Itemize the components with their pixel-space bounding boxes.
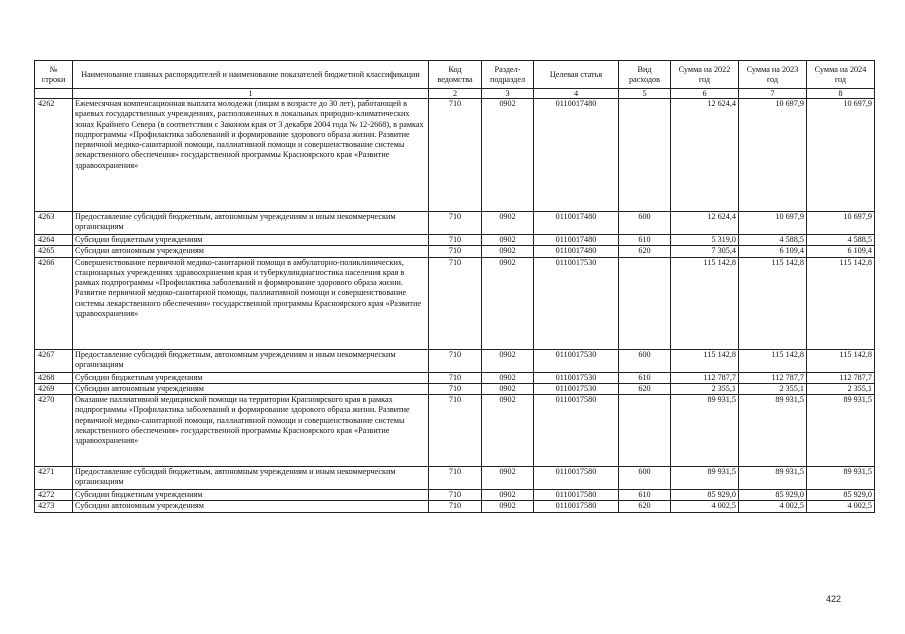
- sum-2023: 89 931,5: [739, 467, 807, 490]
- section-code: 0902: [482, 235, 534, 246]
- row-number: 4272: [35, 490, 73, 501]
- expense-type: 620: [619, 383, 671, 394]
- table-row: [35, 349, 875, 372]
- row-name: Оказание паллиативной медицинской помощи на территории Красноярского края в рамках подпрограммы «Профилактика заболеваний и формирование здорового образа жизни. Развитие первичной медико-санитарной помощи, паллиативной помощи и совершенствование системы лекарственного обеспечения» государственной программы Красноярского края «Развитие здравоохранения»: [73, 395, 429, 467]
- table-row: [35, 372, 875, 383]
- target-item: 0110017480: [534, 212, 619, 235]
- dept-code: 710: [429, 257, 482, 349]
- section-code: 0902: [482, 490, 534, 501]
- target-item: 0110017580: [534, 467, 619, 490]
- dept-code: 710: [429, 349, 482, 372]
- sum-2023: 115 142,8: [739, 349, 807, 372]
- col-header-sum-2022: Сумма на 2022 год: [671, 61, 739, 89]
- row-number: 4268: [35, 372, 73, 383]
- row-number: 4271: [35, 467, 73, 490]
- target-item: 0110017530: [534, 349, 619, 372]
- dept-code: 710: [429, 372, 482, 383]
- sum-2023: 10 697,9: [739, 212, 807, 235]
- target-item: 0110017480: [534, 99, 619, 212]
- col-index: 4: [534, 89, 619, 99]
- target-item: 0110017530: [534, 257, 619, 349]
- section-code: 0902: [482, 467, 534, 490]
- sum-2024: 89 931,5: [807, 467, 875, 490]
- row-name: Ежемесячная компенсационная выплата молодежи (лицам в возрасте до 30 лет), работающей в краевых государственных учреждениях, расположенных в локальных природно-климатических зонах Крайнего Севера (в соответствии с Законом края от 3 декабря 2004 года № 12-2668), в рамках подпрограммы «Профилактика заболеваний и формирование здорового образа жизни. Развитие первичной медико-санитарной помощи, паллиативной помощи и совершенствование системы лекарственного обеспечения» государственной программы Красноярского края «Развитие здравоохранения»: [73, 99, 429, 212]
- budget-table: [34, 60, 875, 513]
- col-index: 7: [739, 89, 807, 99]
- dept-code: 710: [429, 383, 482, 394]
- target-item: 0110017580: [534, 501, 619, 512]
- dept-code: 710: [429, 395, 482, 467]
- table-row: [35, 212, 875, 235]
- row-name: Субсидии автономным учреждениям: [73, 383, 429, 394]
- sum-2023: 10 697,9: [739, 99, 807, 212]
- sum-2023: 112 787,7: [739, 372, 807, 383]
- col-header-target-item: Целевая статья: [534, 61, 619, 89]
- target-item: 0110017480: [534, 246, 619, 257]
- row-number: 4267: [35, 349, 73, 372]
- expense-type: 620: [619, 501, 671, 512]
- sum-2022: 7 305,4: [671, 246, 739, 257]
- sum-2023: 4 002,5: [739, 501, 807, 512]
- sum-2022: 89 931,5: [671, 395, 739, 467]
- expense-type: 600: [619, 212, 671, 235]
- expense-type: 610: [619, 235, 671, 246]
- row-name: Субсидии автономным учреждениям: [73, 501, 429, 512]
- col-index: 5: [619, 89, 671, 99]
- table-row: [35, 246, 875, 257]
- col-header-dept-code: Код ведомства: [429, 61, 482, 89]
- row-name: Субсидии автономным учреждениям: [73, 246, 429, 257]
- row-number: 4273: [35, 501, 73, 512]
- sum-2024: 4 002,5: [807, 501, 875, 512]
- col-index: 1: [73, 89, 429, 99]
- row-name: Предоставление субсидий бюджетным, автономным учреждениям и иным некоммерческим организациям: [73, 467, 429, 490]
- sum-2024: 89 931,5: [807, 395, 875, 467]
- sum-2023: 89 931,5: [739, 395, 807, 467]
- sum-2023: 4 588,5: [739, 235, 807, 246]
- col-index: 6: [671, 89, 739, 99]
- table-row: [35, 383, 875, 394]
- col-index: [35, 89, 73, 99]
- sum-2023: 6 109,4: [739, 246, 807, 257]
- sum-2024: 10 697,9: [807, 99, 875, 212]
- dept-code: 710: [429, 235, 482, 246]
- col-header-name: Наименование главных распорядителей и наименование показателей бюджетной классификации: [73, 61, 429, 89]
- expense-type: 600: [619, 349, 671, 372]
- sum-2024: 85 929,0: [807, 490, 875, 501]
- table-row: [35, 501, 875, 512]
- sum-2024: 4 588,5: [807, 235, 875, 246]
- target-item: 0110017530: [534, 383, 619, 394]
- dept-code: 710: [429, 99, 482, 212]
- expense-type: 620: [619, 246, 671, 257]
- sum-2024: 115 142,8: [807, 257, 875, 349]
- section-code: 0902: [482, 212, 534, 235]
- row-name: Совершенствование первичной медико-санитарной помощи в амбулаторно-поликлинических, стационарных учреждениях здравоохранения края и туберкулиндиагностика населения края в рамках подпрограммы «Профилактика заболеваний и формирование здорового образа жизни. Развитие первичной медико-санитарной помощи, паллиативной помощи и совершенствование системы лекарственного обеспечения» государственной программы Красноярского края «Развитие здравоохранения»: [73, 257, 429, 349]
- sum-2024: 2 355,1: [807, 383, 875, 394]
- section-code: 0902: [482, 395, 534, 467]
- col-header-sum-2023: Сумма на 2023 год: [739, 61, 807, 89]
- target-item: 0110017580: [534, 490, 619, 501]
- col-header-section: Раздел-подраздел: [482, 61, 534, 89]
- sum-2022: 115 142,8: [671, 257, 739, 349]
- row-name: Субсидии бюджетным учреждениям: [73, 235, 429, 246]
- section-code: 0902: [482, 246, 534, 257]
- row-name: Предоставление субсидий бюджетным, автономным учреждениям и иным некоммерческим организациям: [73, 212, 429, 235]
- col-header-row-number: № строки: [35, 61, 73, 89]
- row-number: 4266: [35, 257, 73, 349]
- sum-2024: 6 109,4: [807, 246, 875, 257]
- table-row: [35, 257, 875, 349]
- section-code: 0902: [482, 349, 534, 372]
- expense-type: [619, 99, 671, 212]
- expense-type: 610: [619, 490, 671, 501]
- row-number: 4270: [35, 395, 73, 467]
- row-name: Субсидии бюджетным учреждениям: [73, 490, 429, 501]
- table-row: [35, 99, 875, 212]
- dept-code: 710: [429, 467, 482, 490]
- table-row: [35, 395, 875, 467]
- expense-type: [619, 257, 671, 349]
- sum-2022: 4 002,5: [671, 501, 739, 512]
- dept-code: 710: [429, 501, 482, 512]
- col-index: 8: [807, 89, 875, 99]
- section-code: 0902: [482, 372, 534, 383]
- col-index: 3: [482, 89, 534, 99]
- section-code: 0902: [482, 501, 534, 512]
- table-header-row: [35, 61, 875, 89]
- sum-2022: 5 319,0: [671, 235, 739, 246]
- sum-2022: 12 624,4: [671, 212, 739, 235]
- dept-code: 710: [429, 246, 482, 257]
- target-item: 0110017580: [534, 395, 619, 467]
- sum-2022: 115 142,8: [671, 349, 739, 372]
- row-number: 4263: [35, 212, 73, 235]
- row-number: 4269: [35, 383, 73, 394]
- section-code: 0902: [482, 383, 534, 394]
- target-item: 0110017530: [534, 372, 619, 383]
- sum-2024: 115 142,8: [807, 349, 875, 372]
- sum-2022: 85 929,0: [671, 490, 739, 501]
- sum-2022: 2 355,1: [671, 383, 739, 394]
- table-row: [35, 467, 875, 490]
- col-header-expense-type: Вид расходов: [619, 61, 671, 89]
- row-number: 4262: [35, 99, 73, 212]
- col-index: 2: [429, 89, 482, 99]
- sum-2022: 112 787,7: [671, 372, 739, 383]
- col-header-sum-2024: Сумма на 2024 год: [807, 61, 875, 89]
- page-number: 422: [826, 594, 842, 604]
- sum-2022: 89 931,5: [671, 467, 739, 490]
- sum-2022: 12 624,4: [671, 99, 739, 212]
- row-name: Предоставление субсидий бюджетным, автономным учреждениям и иным некоммерческим организациям: [73, 349, 429, 372]
- expense-type: 600: [619, 467, 671, 490]
- column-index-row: [35, 89, 875, 99]
- dept-code: 710: [429, 490, 482, 501]
- section-code: 0902: [482, 257, 534, 349]
- dept-code: 710: [429, 212, 482, 235]
- sum-2023: 85 929,0: [739, 490, 807, 501]
- sum-2023: 115 142,8: [739, 257, 807, 349]
- row-number: 4264: [35, 235, 73, 246]
- sum-2023: 2 355,1: [739, 383, 807, 394]
- target-item: 0110017480: [534, 235, 619, 246]
- row-name: Субсидии бюджетным учреждениям: [73, 372, 429, 383]
- sum-2024: 112 787,7: [807, 372, 875, 383]
- expense-type: 610: [619, 372, 671, 383]
- sum-2024: 10 697,9: [807, 212, 875, 235]
- section-code: 0902: [482, 99, 534, 212]
- row-number: 4265: [35, 246, 73, 257]
- table-row: [35, 235, 875, 246]
- table-row: [35, 490, 875, 501]
- expense-type: [619, 395, 671, 467]
